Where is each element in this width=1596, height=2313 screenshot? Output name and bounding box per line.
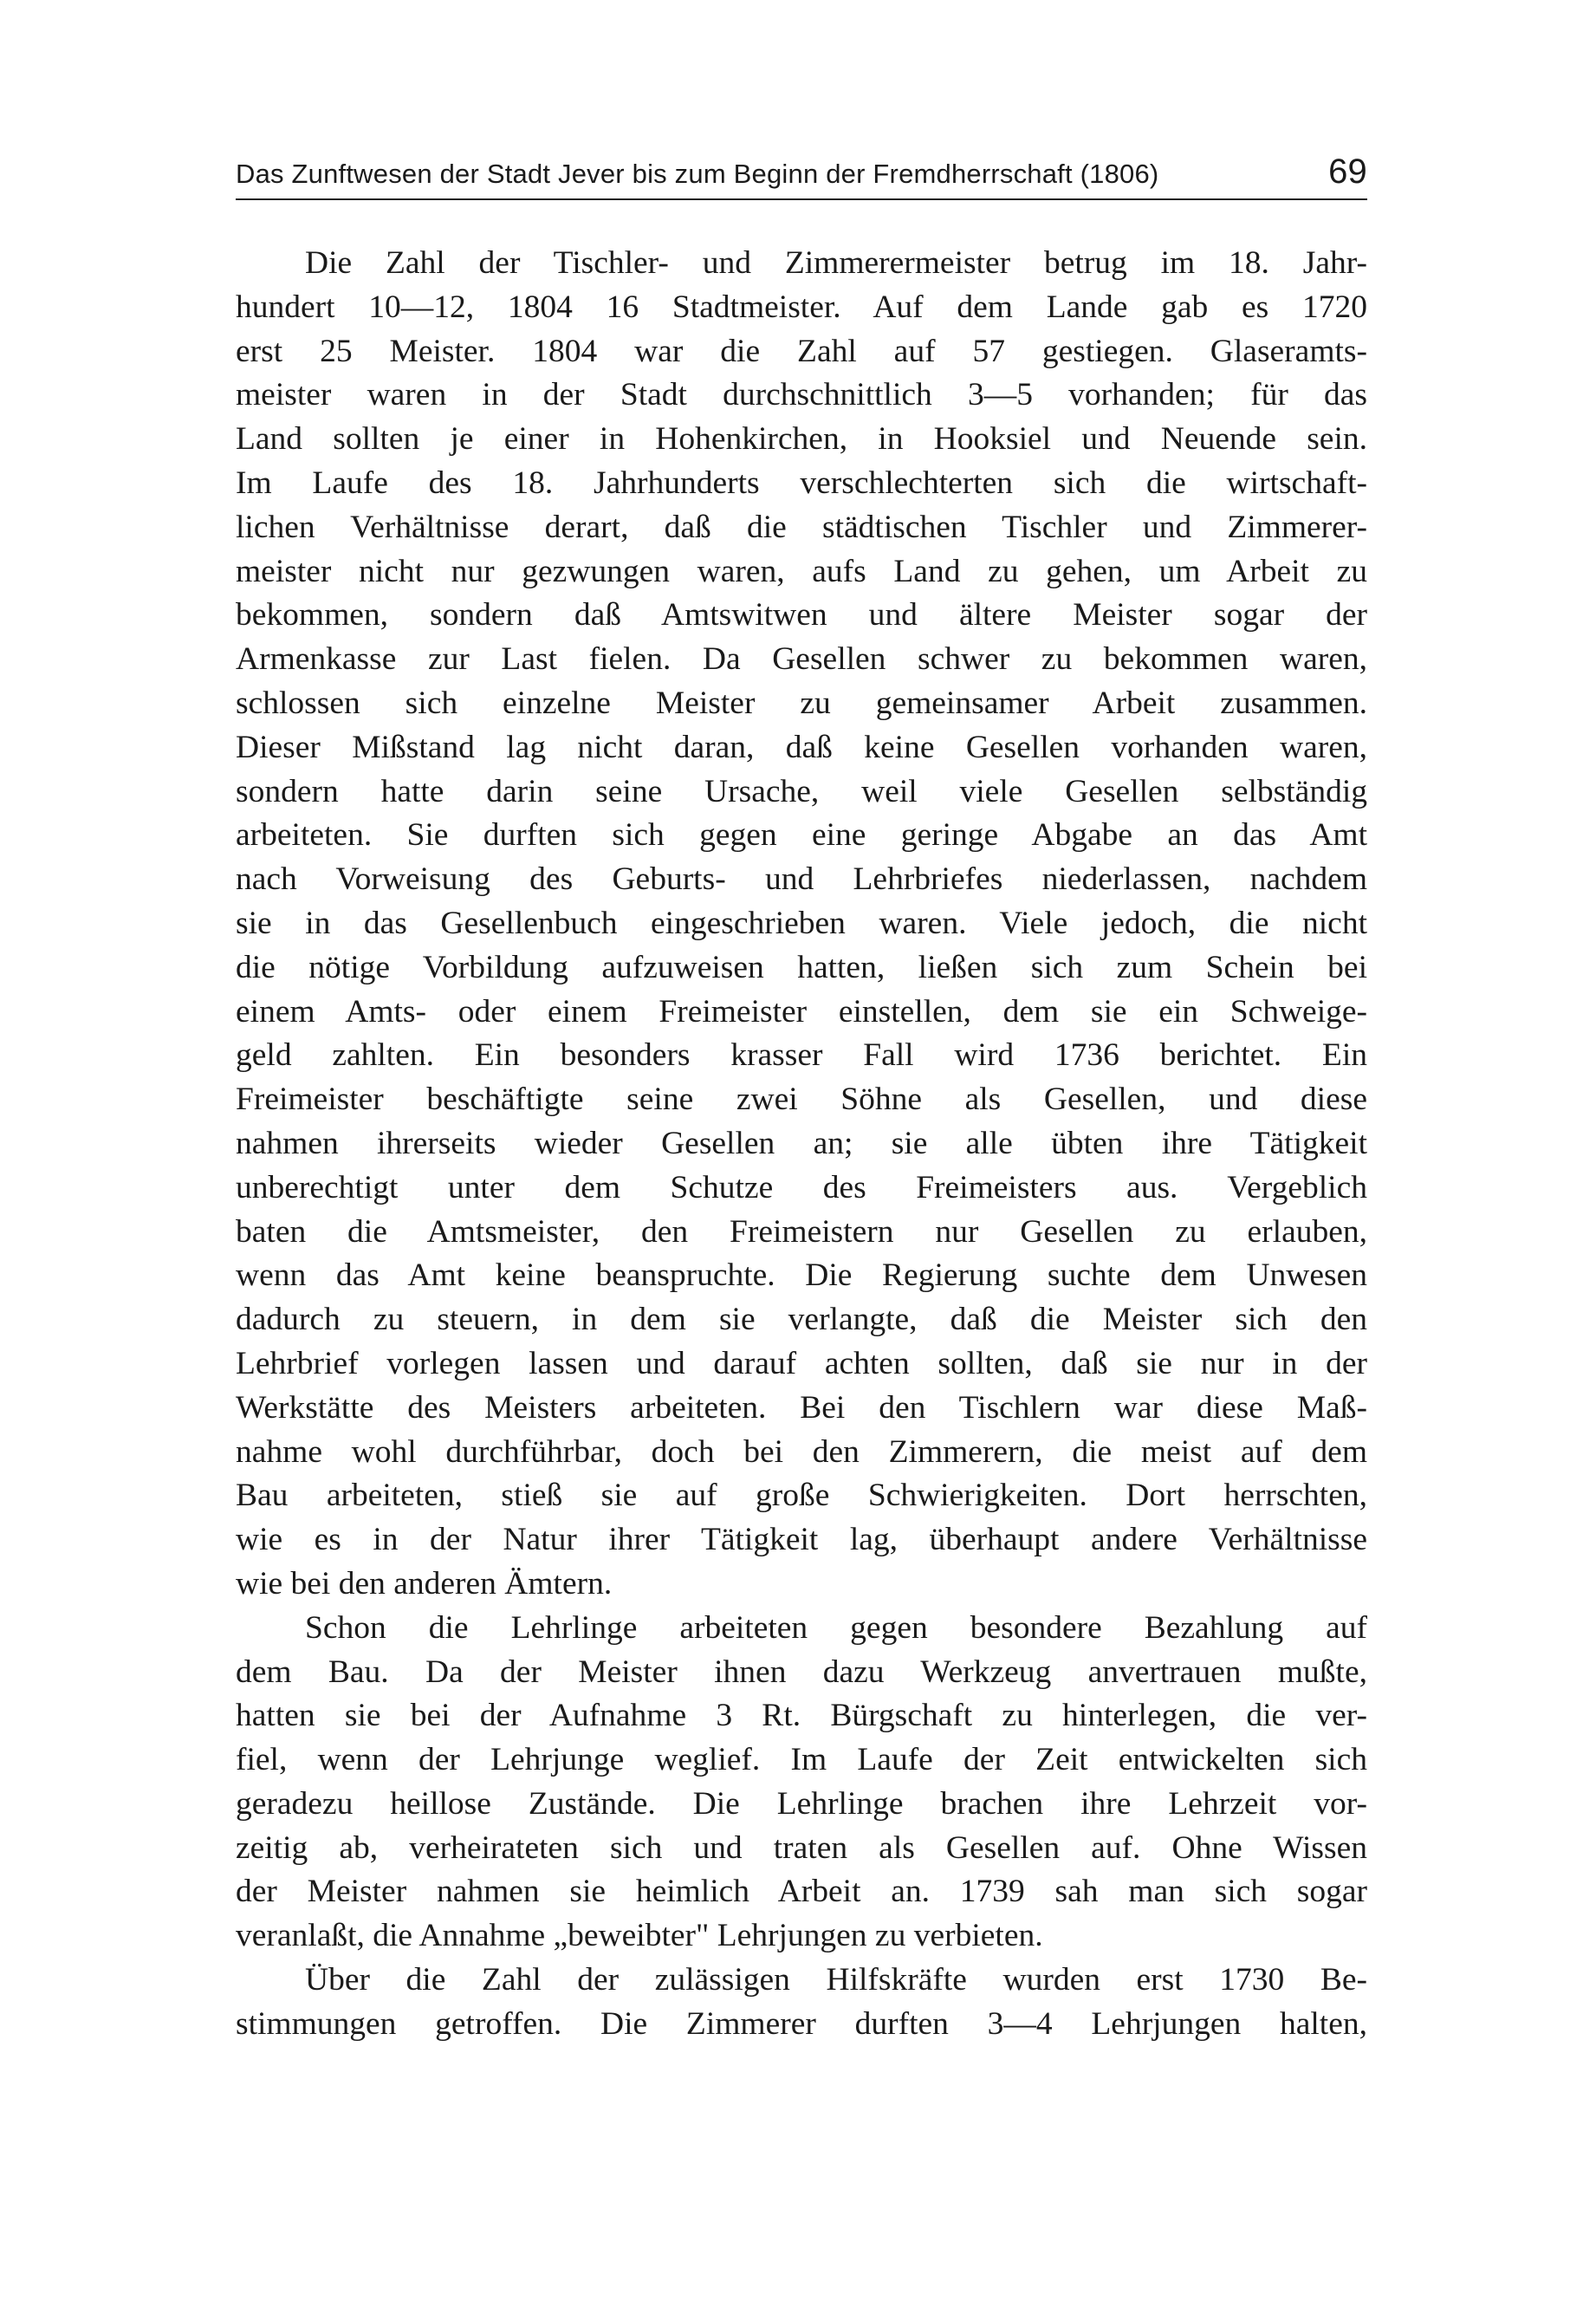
text-line: veranlaßt, die Annahme „beweibter" Lehrjungen zu verbieten. [236,1918,1043,1954]
text-line: Land sollten je einer in Hohenkirchen, in Hooksiel und Neuende sein. [236,421,1367,458]
text-line: baten die Amtsmeister, den Freimeistern nur Gesellen zu erlauben, [236,1213,1367,1250]
text-line: Über die Zahl der zulässigen Hilfskräfte wurden erst 1730 Be- [305,1962,1367,1998]
text-line: sondern hatte darin seine Ursache, weil viele Gesellen selbständig [236,773,1367,809]
page-number: 69 [1328,153,1367,191]
text-line: der Meister nahmen sie heimlich Arbeit an. 1739 sah man sich sogar [236,1874,1367,1910]
text-line: wenn das Amt keine beanspruchte. Die Regierung suchte dem Unwesen [236,1257,1367,1294]
text-line: dadurch zu steuern, in dem sie verlangte, daß die Meister sich den [236,1302,1367,1338]
text-line: hundert 10—12, 1804 16 Stadtmeister. Auf dem Lande gab es 1720 [236,289,1367,325]
text-line: unberechtigt unter dem Schutze des Freimeisters aus. Vergeblich [236,1169,1367,1205]
text-line: nahme wohl durchführbar, doch bei den Zimmerern, die meist auf dem [236,1433,1367,1470]
text-line: nach Vorweisung des Geburts- und Lehrbriefes niederlassen, nachdem [236,861,1367,898]
text-line: Lehrbrief vorlegen lassen und darauf achten sollten, daß sie nur in der [236,1345,1367,1381]
text-line: lichen Verhältnisse derart, daß die städtischen Tischler und Zimmerer- [236,509,1367,545]
text-line: Dieser Mißstand lag nicht daran, daß keine Gesellen vorhanden waren, [236,729,1367,765]
text-line: meister waren in der Stadt durchschnittlich 3—5 vorhanden; für das [236,377,1367,413]
book-page [236,154,1367,2047]
text-line: Freimeister beschäftigte seine zwei Söhne als Gesellen, und diese [236,1082,1367,1118]
text-line: sie in das Gesellenbuch eingeschrieben waren. Viele jedoch, die nicht [236,905,1367,941]
text-line: dem Bau. Da der Meister ihnen dazu Werkzeug anvertrauen mußte, [236,1654,1367,1690]
paragraph [236,1959,1367,2047]
text-line: Schon die Lehrlinge arbeiteten gegen besondere Bezahlung auf [305,1609,1367,1646]
text-line: Die Zahl der Tischler- und Zimmerermeister betrug im 18. Jahr- [305,245,1367,281]
text-line: geradezu heillose Zustände. Die Lehrlinge brachen ihre Lehrzeit vor- [236,1785,1367,1822]
text-line: meister nicht nur gezwungen waren, aufs Land zu gehen, um Arbeit zu [236,553,1367,589]
running-head-title: Das Zunftwesen der Stadt Jever bis zum Beginn der Fremdherrschaft (1806) [236,159,1159,189]
text-line: Werkstätte des Meisters arbeiteten. Bei den Tischlern war diese Maß- [236,1389,1367,1426]
text-line: wie es in der Natur ihrer Tätigkeit lag, überhaupt andere Verhältnisse [236,1522,1367,1558]
text-line: Im Laufe des 18. Jahrhunderts verschlechterten sich die wirtschaft- [236,465,1367,501]
text-line: einem Amts- oder einem Freimeister einstellen, dem sie ein Schweige- [236,993,1367,1030]
text-line: schlossen sich einzelne Meister zu gemeinsamer Arbeit zusammen. [236,685,1367,721]
text-line: Bau arbeiteten, stieß sie auf große Schwierigkeiten. Dort herrschten, [236,1478,1367,1514]
paragraph [236,242,1367,1607]
text-line: geld zahlten. Ein besonders krasser Fall wird 1736 berichtet. Ein [236,1037,1367,1074]
paragraph [236,1607,1367,1959]
body-text [236,242,1367,2047]
text-line: die nötige Vorbildung aufzuweisen hatten, ließen sich zum Schein bei [236,949,1367,985]
text-line: fiel, wenn der Lehrjunge weglief. Im Laufe der Zeit entwickelten sich [236,1742,1367,1778]
text-line: bekommen, sondern daß Amtswitwen und ältere Meister sogar der [236,597,1367,633]
text-line: Armenkasse zur Last fielen. Da Gesellen schwer zu bekommen waren, [236,641,1367,678]
running-head [236,154,1367,200]
text-line: wie bei den anderen Ämtern. [236,1565,613,1602]
text-line: stimmungen getroffen. Die Zimmerer durften 3—4 Lehrjungen halten, [236,2005,1367,2042]
text-line: zeitig ab, verheirateten sich und traten als Gesellen auf. Ohne Wissen [236,1829,1367,1866]
text-line: arbeiteten. Sie durften sich gegen eine geringe Abgabe an das Amt [236,817,1367,854]
text-line: hatten sie bei der Aufnahme 3 Rt. Bürgschaft zu hinterlegen, die ver- [236,1698,1367,1734]
text-line: nahmen ihrerseits wieder Gesellen an; sie alle übten ihre Tätigkeit [236,1125,1367,1161]
text-line: erst 25 Meister. 1804 war die Zahl auf 57 gestiegen. Glaseramts- [236,333,1367,369]
